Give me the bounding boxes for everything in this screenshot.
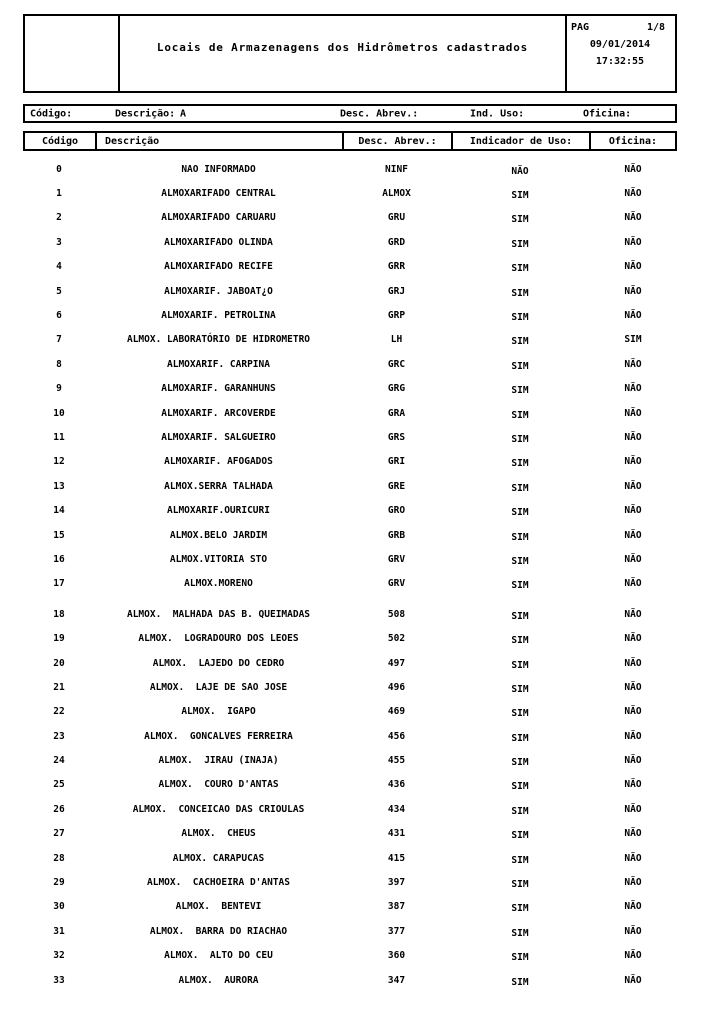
cell-indicador-uso: SIM bbox=[511, 238, 529, 250]
cell-codigo: 30 bbox=[53, 901, 65, 913]
cell-oficina: NÃO bbox=[624, 480, 642, 492]
cell-oficina: NÃO bbox=[624, 310, 642, 322]
cell-indicador-uso: SIM bbox=[511, 482, 529, 494]
col-header-desc-abrev: Desc. Abrev.: bbox=[344, 133, 453, 149]
cell-codigo: 17 bbox=[53, 578, 65, 590]
cell-indicador-uso: SIM bbox=[511, 854, 529, 866]
table-row bbox=[23, 157, 677, 181]
table-row bbox=[23, 352, 677, 376]
cell-oficina: NÃO bbox=[624, 578, 642, 590]
table-row bbox=[23, 797, 677, 821]
cell-codigo: 16 bbox=[53, 553, 65, 565]
cell-oficina: NÃO bbox=[624, 608, 642, 620]
table-row bbox=[23, 602, 677, 626]
cell-oficina: NÃO bbox=[624, 755, 642, 767]
cell-descricao: ALMOX.MORENO bbox=[184, 578, 253, 590]
filter-codigo-label: Código: bbox=[30, 108, 73, 119]
cell-oficina: NÃO bbox=[624, 212, 642, 224]
report-time: 17:32:55 bbox=[595, 56, 645, 67]
cell-oficina: NÃO bbox=[624, 456, 642, 468]
cell-descricao: ALMOX. COURO D'ANTAS bbox=[158, 779, 279, 791]
cell-desc-abrev: GRB bbox=[387, 529, 406, 541]
cell-codigo: 9 bbox=[56, 383, 62, 395]
cell-indicador-uso: SIM bbox=[511, 263, 529, 275]
table-row bbox=[23, 303, 677, 327]
cell-oficina: NÃO bbox=[624, 974, 642, 986]
cell-desc-abrev: 347 bbox=[387, 974, 406, 986]
table-rows bbox=[23, 157, 677, 992]
report-date: 09/01/2014 bbox=[589, 39, 651, 50]
cell-descricao: ALMOX. MALHADA DAS B. QUEIMADAS bbox=[126, 608, 311, 620]
cell-codigo: 7 bbox=[56, 334, 62, 346]
cell-descricao: ALMOX. LAJEDO DO CEDRO bbox=[152, 657, 285, 669]
cell-indicador-uso: NÃO bbox=[511, 165, 529, 177]
cell-descricao: ALMOX.VITORIA STO bbox=[169, 553, 268, 565]
table-row bbox=[23, 895, 677, 919]
cell-codigo: 25 bbox=[53, 779, 65, 791]
cell-indicador-uso: SIM bbox=[511, 708, 529, 720]
table-row bbox=[23, 523, 677, 547]
cell-codigo: 8 bbox=[56, 358, 62, 370]
cell-oficina: NÃO bbox=[624, 505, 642, 517]
cell-descricao: ALMOX. LABORATÓRIO DE HIDROMETRO bbox=[126, 334, 311, 346]
table-row bbox=[23, 401, 677, 425]
cell-descricao: ALMOXARIF. CARPINA bbox=[167, 358, 270, 370]
cell-indicador-uso: SIM bbox=[511, 580, 529, 592]
cell-descricao: ALMOX. CACHOEIRA D'ANTAS bbox=[147, 877, 290, 889]
cell-oficina: NÃO bbox=[624, 925, 642, 937]
cell-oficina: NÃO bbox=[624, 188, 642, 200]
cell-descricao: ALMOX. BENTEVI bbox=[175, 901, 262, 913]
cell-descricao: ALMOXARIF. JABOAT¿O bbox=[164, 285, 273, 297]
table-header-row bbox=[23, 131, 677, 151]
cell-oficina: NÃO bbox=[624, 633, 642, 645]
cell-desc-abrev: NINF bbox=[385, 163, 408, 175]
cell-indicador-uso: SIM bbox=[511, 683, 529, 695]
table-row bbox=[23, 675, 677, 699]
cell-descricao: ALMOXARIFADO CENTRAL bbox=[161, 188, 276, 200]
cell-indicador-uso: SIM bbox=[511, 190, 529, 202]
cell-codigo: 29 bbox=[53, 877, 65, 889]
pag-label: PAG bbox=[571, 22, 590, 33]
cell-descricao: NAO INFORMADO bbox=[181, 163, 256, 175]
cell-oficina: NÃO bbox=[624, 730, 642, 742]
cell-descricao: ALMOX. AURORA bbox=[178, 974, 259, 986]
page-number: 1/8 bbox=[646, 22, 665, 33]
cell-desc-abrev: GRU bbox=[387, 212, 406, 224]
cell-descricao: ALMOX.BELO JARDIM bbox=[169, 529, 268, 541]
cell-codigo: 1 bbox=[56, 188, 62, 200]
cell-oficina: NÃO bbox=[624, 706, 642, 718]
cell-codigo: 19 bbox=[53, 633, 65, 645]
cell-oficina: NÃO bbox=[624, 431, 642, 443]
cell-descricao: ALMOXARIFADO RECIFE bbox=[164, 261, 273, 273]
filter-oficina-label: Oficina: bbox=[583, 108, 632, 119]
cell-oficina: NÃO bbox=[624, 285, 642, 297]
cell-descricao: ALMOX. LAJE DE SAO JOSE bbox=[149, 681, 288, 693]
cell-codigo: 23 bbox=[53, 730, 65, 742]
table-row bbox=[23, 748, 677, 772]
cell-desc-abrev: GRD bbox=[387, 236, 406, 248]
cell-descricao: ALMOX. CONCEICAO DAS CRIOULAS bbox=[132, 803, 305, 815]
cell-indicador-uso: SIM bbox=[511, 952, 529, 964]
cell-oficina: NÃO bbox=[624, 803, 642, 815]
cell-oficina: NÃO bbox=[624, 383, 642, 395]
cell-codigo: 0 bbox=[56, 163, 62, 175]
cell-desc-abrev: 397 bbox=[387, 877, 406, 889]
cell-codigo: 14 bbox=[53, 505, 65, 517]
cell-codigo: 31 bbox=[53, 925, 65, 937]
table-row bbox=[23, 651, 677, 675]
table-row bbox=[23, 425, 677, 449]
cell-desc-abrev: 502 bbox=[387, 633, 406, 645]
cell-indicador-uso: SIM bbox=[511, 458, 529, 470]
cell-oficina: NÃO bbox=[624, 828, 642, 840]
cell-desc-abrev: 431 bbox=[387, 828, 406, 840]
cell-descricao: ALMOX. CHEUS bbox=[181, 828, 256, 840]
cell-indicador-uso: SIM bbox=[511, 385, 529, 397]
cell-desc-abrev: 496 bbox=[387, 681, 406, 693]
cell-codigo: 13 bbox=[53, 480, 65, 492]
cell-desc-abrev: 508 bbox=[387, 608, 406, 620]
cell-desc-abrev: 360 bbox=[387, 950, 406, 962]
col-header-indicador-uso: Indicador de Uso: bbox=[453, 133, 591, 149]
cell-codigo: 4 bbox=[56, 261, 62, 273]
cell-codigo: 22 bbox=[53, 706, 65, 718]
cell-indicador-uso: SIM bbox=[511, 903, 529, 915]
cell-oficina: NÃO bbox=[624, 358, 642, 370]
table-row bbox=[23, 328, 677, 352]
cell-descricao: ALMOX. LOGRADOURO DOS LEOES bbox=[138, 633, 299, 645]
table-row bbox=[23, 498, 677, 522]
table-row bbox=[23, 944, 677, 968]
cell-oficina: NÃO bbox=[624, 529, 642, 541]
table-row bbox=[23, 206, 677, 230]
cell-descricao: ALMOXARIF. PETROLINA bbox=[161, 310, 276, 322]
cell-codigo: 24 bbox=[53, 755, 65, 767]
cell-indicador-uso: SIM bbox=[511, 409, 529, 421]
cell-codigo: 26 bbox=[53, 803, 65, 815]
cell-indicador-uso: SIM bbox=[511, 507, 529, 519]
cell-oficina: NÃO bbox=[624, 657, 642, 669]
cell-oficina: NÃO bbox=[624, 950, 642, 962]
cell-indicador-uso: SIM bbox=[511, 555, 529, 567]
cell-desc-abrev: GRJ bbox=[387, 285, 406, 297]
table-row bbox=[23, 700, 677, 724]
cell-descricao: ALMOXARIF. GARANHUNS bbox=[161, 383, 276, 395]
cell-indicador-uso: SIM bbox=[511, 610, 529, 622]
cell-oficina: NÃO bbox=[624, 261, 642, 273]
page-meta bbox=[565, 16, 675, 91]
cell-indicador-uso: SIM bbox=[511, 830, 529, 842]
table-row bbox=[23, 870, 677, 894]
cell-oficina: NÃO bbox=[624, 779, 642, 791]
table-row bbox=[23, 822, 677, 846]
cell-codigo: 10 bbox=[53, 407, 65, 419]
title-cell bbox=[120, 16, 565, 91]
filter-descricao-label: Descrição: bbox=[115, 108, 176, 119]
cell-indicador-uso: SIM bbox=[511, 360, 529, 372]
cell-descricao: ALMOX. JIRAU (INAJA) bbox=[158, 755, 279, 767]
cell-desc-abrev: GRV bbox=[387, 553, 406, 565]
cell-indicador-uso: SIM bbox=[511, 635, 529, 647]
cell-oficina: NÃO bbox=[624, 901, 642, 913]
table-row bbox=[23, 279, 677, 303]
cell-codigo: 3 bbox=[56, 236, 62, 248]
cell-oficina: NÃO bbox=[624, 407, 642, 419]
cell-codigo: 27 bbox=[53, 828, 65, 840]
cell-oficina: SIM bbox=[624, 334, 642, 346]
table-row bbox=[23, 724, 677, 748]
cell-descricao: ALMOXARIFADO CARUARU bbox=[161, 212, 276, 224]
cell-desc-abrev: LH bbox=[390, 334, 403, 346]
col-header-descricao: Descrição bbox=[97, 133, 344, 149]
cell-codigo: 20 bbox=[53, 657, 65, 669]
cell-indicador-uso: SIM bbox=[511, 659, 529, 671]
table-row bbox=[23, 846, 677, 870]
page-title: Locais de Armazenagens dos Hidrômetros cadastrados bbox=[156, 41, 529, 54]
table-row bbox=[23, 230, 677, 254]
cell-indicador-uso: SIM bbox=[511, 312, 529, 324]
cell-indicador-uso: SIM bbox=[511, 433, 529, 445]
filter-descricao-value: A bbox=[180, 108, 187, 119]
table-row bbox=[23, 919, 677, 943]
filter-desc-abrev-label: Desc. Abrev.: bbox=[340, 108, 419, 119]
cell-desc-abrev: ALMOX bbox=[382, 188, 411, 200]
cell-desc-abrev: GRV bbox=[387, 578, 406, 590]
cell-codigo: 18 bbox=[53, 608, 65, 620]
cell-desc-abrev: 455 bbox=[387, 755, 406, 767]
cell-codigo: 15 bbox=[53, 529, 65, 541]
cell-desc-abrev: 469 bbox=[387, 706, 406, 718]
cell-indicador-uso: SIM bbox=[511, 336, 529, 348]
col-header-oficina: Oficina: bbox=[608, 135, 658, 147]
table-row bbox=[23, 572, 677, 596]
cell-desc-abrev: 377 bbox=[387, 925, 406, 937]
cell-codigo: 6 bbox=[56, 310, 62, 322]
filter-bar bbox=[23, 104, 677, 123]
table-row bbox=[23, 181, 677, 205]
cell-codigo: 11 bbox=[53, 431, 65, 443]
table-row bbox=[23, 547, 677, 571]
cell-descricao: ALMOXARIF.OURICURI bbox=[167, 505, 270, 517]
cell-desc-abrev: GRE bbox=[387, 480, 406, 492]
cell-descricao: ALMOX. ALTO DO CEU bbox=[164, 950, 273, 962]
cell-indicador-uso: SIM bbox=[511, 531, 529, 543]
cell-descricao: ALMOX. BARRA DO RIACHAO bbox=[149, 925, 288, 937]
cell-indicador-uso: SIM bbox=[511, 214, 529, 226]
cell-codigo: 2 bbox=[56, 212, 62, 224]
table-row bbox=[23, 255, 677, 279]
cell-descricao: ALMOXARIF. ARCOVERDE bbox=[161, 407, 276, 419]
cell-oficina: NÃO bbox=[624, 553, 642, 565]
cell-codigo: 32 bbox=[53, 950, 65, 962]
cell-codigo: 12 bbox=[53, 456, 65, 468]
cell-desc-abrev: GRG bbox=[387, 383, 406, 395]
cell-desc-abrev: 415 bbox=[387, 852, 406, 864]
cell-desc-abrev: 436 bbox=[387, 779, 406, 791]
cell-indicador-uso: SIM bbox=[511, 781, 529, 793]
table-row bbox=[23, 773, 677, 797]
cell-desc-abrev: 387 bbox=[387, 901, 406, 913]
table-row bbox=[23, 377, 677, 401]
cell-oficina: NÃO bbox=[624, 681, 642, 693]
logo-placeholder bbox=[25, 16, 120, 91]
cell-indicador-uso: SIM bbox=[511, 976, 529, 988]
cell-descricao: ALMOX. IGAPO bbox=[181, 706, 256, 718]
cell-codigo: 21 bbox=[53, 681, 65, 693]
cell-codigo: 28 bbox=[53, 852, 65, 864]
cell-descricao: ALMOXARIFADO OLINDA bbox=[164, 236, 273, 248]
cell-descricao: ALMOX.SERRA TALHADA bbox=[164, 480, 273, 492]
filter-ind-uso-label: Ind. Uso: bbox=[470, 108, 525, 119]
cell-oficina: NÃO bbox=[624, 163, 642, 175]
cell-descricao: ALMOXARIF. SALGUEIRO bbox=[161, 431, 276, 443]
page-indicator bbox=[571, 22, 669, 34]
col-header-codigo: Código bbox=[25, 133, 97, 149]
cell-indicador-uso: SIM bbox=[511, 287, 529, 299]
cell-desc-abrev: GRI bbox=[387, 456, 406, 468]
cell-indicador-uso: SIM bbox=[511, 805, 529, 817]
cell-indicador-uso: SIM bbox=[511, 757, 529, 769]
cell-desc-abrev: GRP bbox=[387, 310, 406, 322]
cell-indicador-uso: SIM bbox=[511, 927, 529, 939]
report-header bbox=[23, 14, 677, 93]
cell-descricao: ALMOX. GONCALVES FERREIRA bbox=[144, 730, 293, 742]
cell-oficina: NÃO bbox=[624, 852, 642, 864]
cell-desc-abrev: 497 bbox=[387, 657, 406, 669]
cell-desc-abrev: 434 bbox=[387, 803, 406, 815]
cell-codigo: 5 bbox=[56, 285, 62, 297]
cell-oficina: NÃO bbox=[624, 877, 642, 889]
cell-codigo: 33 bbox=[53, 974, 65, 986]
cell-oficina: NÃO bbox=[624, 236, 642, 248]
cell-desc-abrev: GRC bbox=[387, 358, 406, 370]
table-row bbox=[23, 474, 677, 498]
cell-desc-abrev: GRR bbox=[387, 261, 406, 273]
cell-desc-abrev: GRS bbox=[387, 431, 406, 443]
table-row bbox=[23, 626, 677, 650]
cell-desc-abrev: 456 bbox=[387, 730, 406, 742]
cell-desc-abrev: GRO bbox=[387, 505, 406, 517]
table-row bbox=[23, 450, 677, 474]
cell-descricao: ALMOX. CARAPUCAS bbox=[172, 852, 265, 864]
cell-desc-abrev: GRA bbox=[387, 407, 406, 419]
cell-descricao: ALMOXARIF. AFOGADOS bbox=[164, 456, 273, 468]
cell-indicador-uso: SIM bbox=[511, 879, 529, 891]
cell-indicador-uso: SIM bbox=[511, 732, 529, 744]
table-row bbox=[23, 968, 677, 992]
